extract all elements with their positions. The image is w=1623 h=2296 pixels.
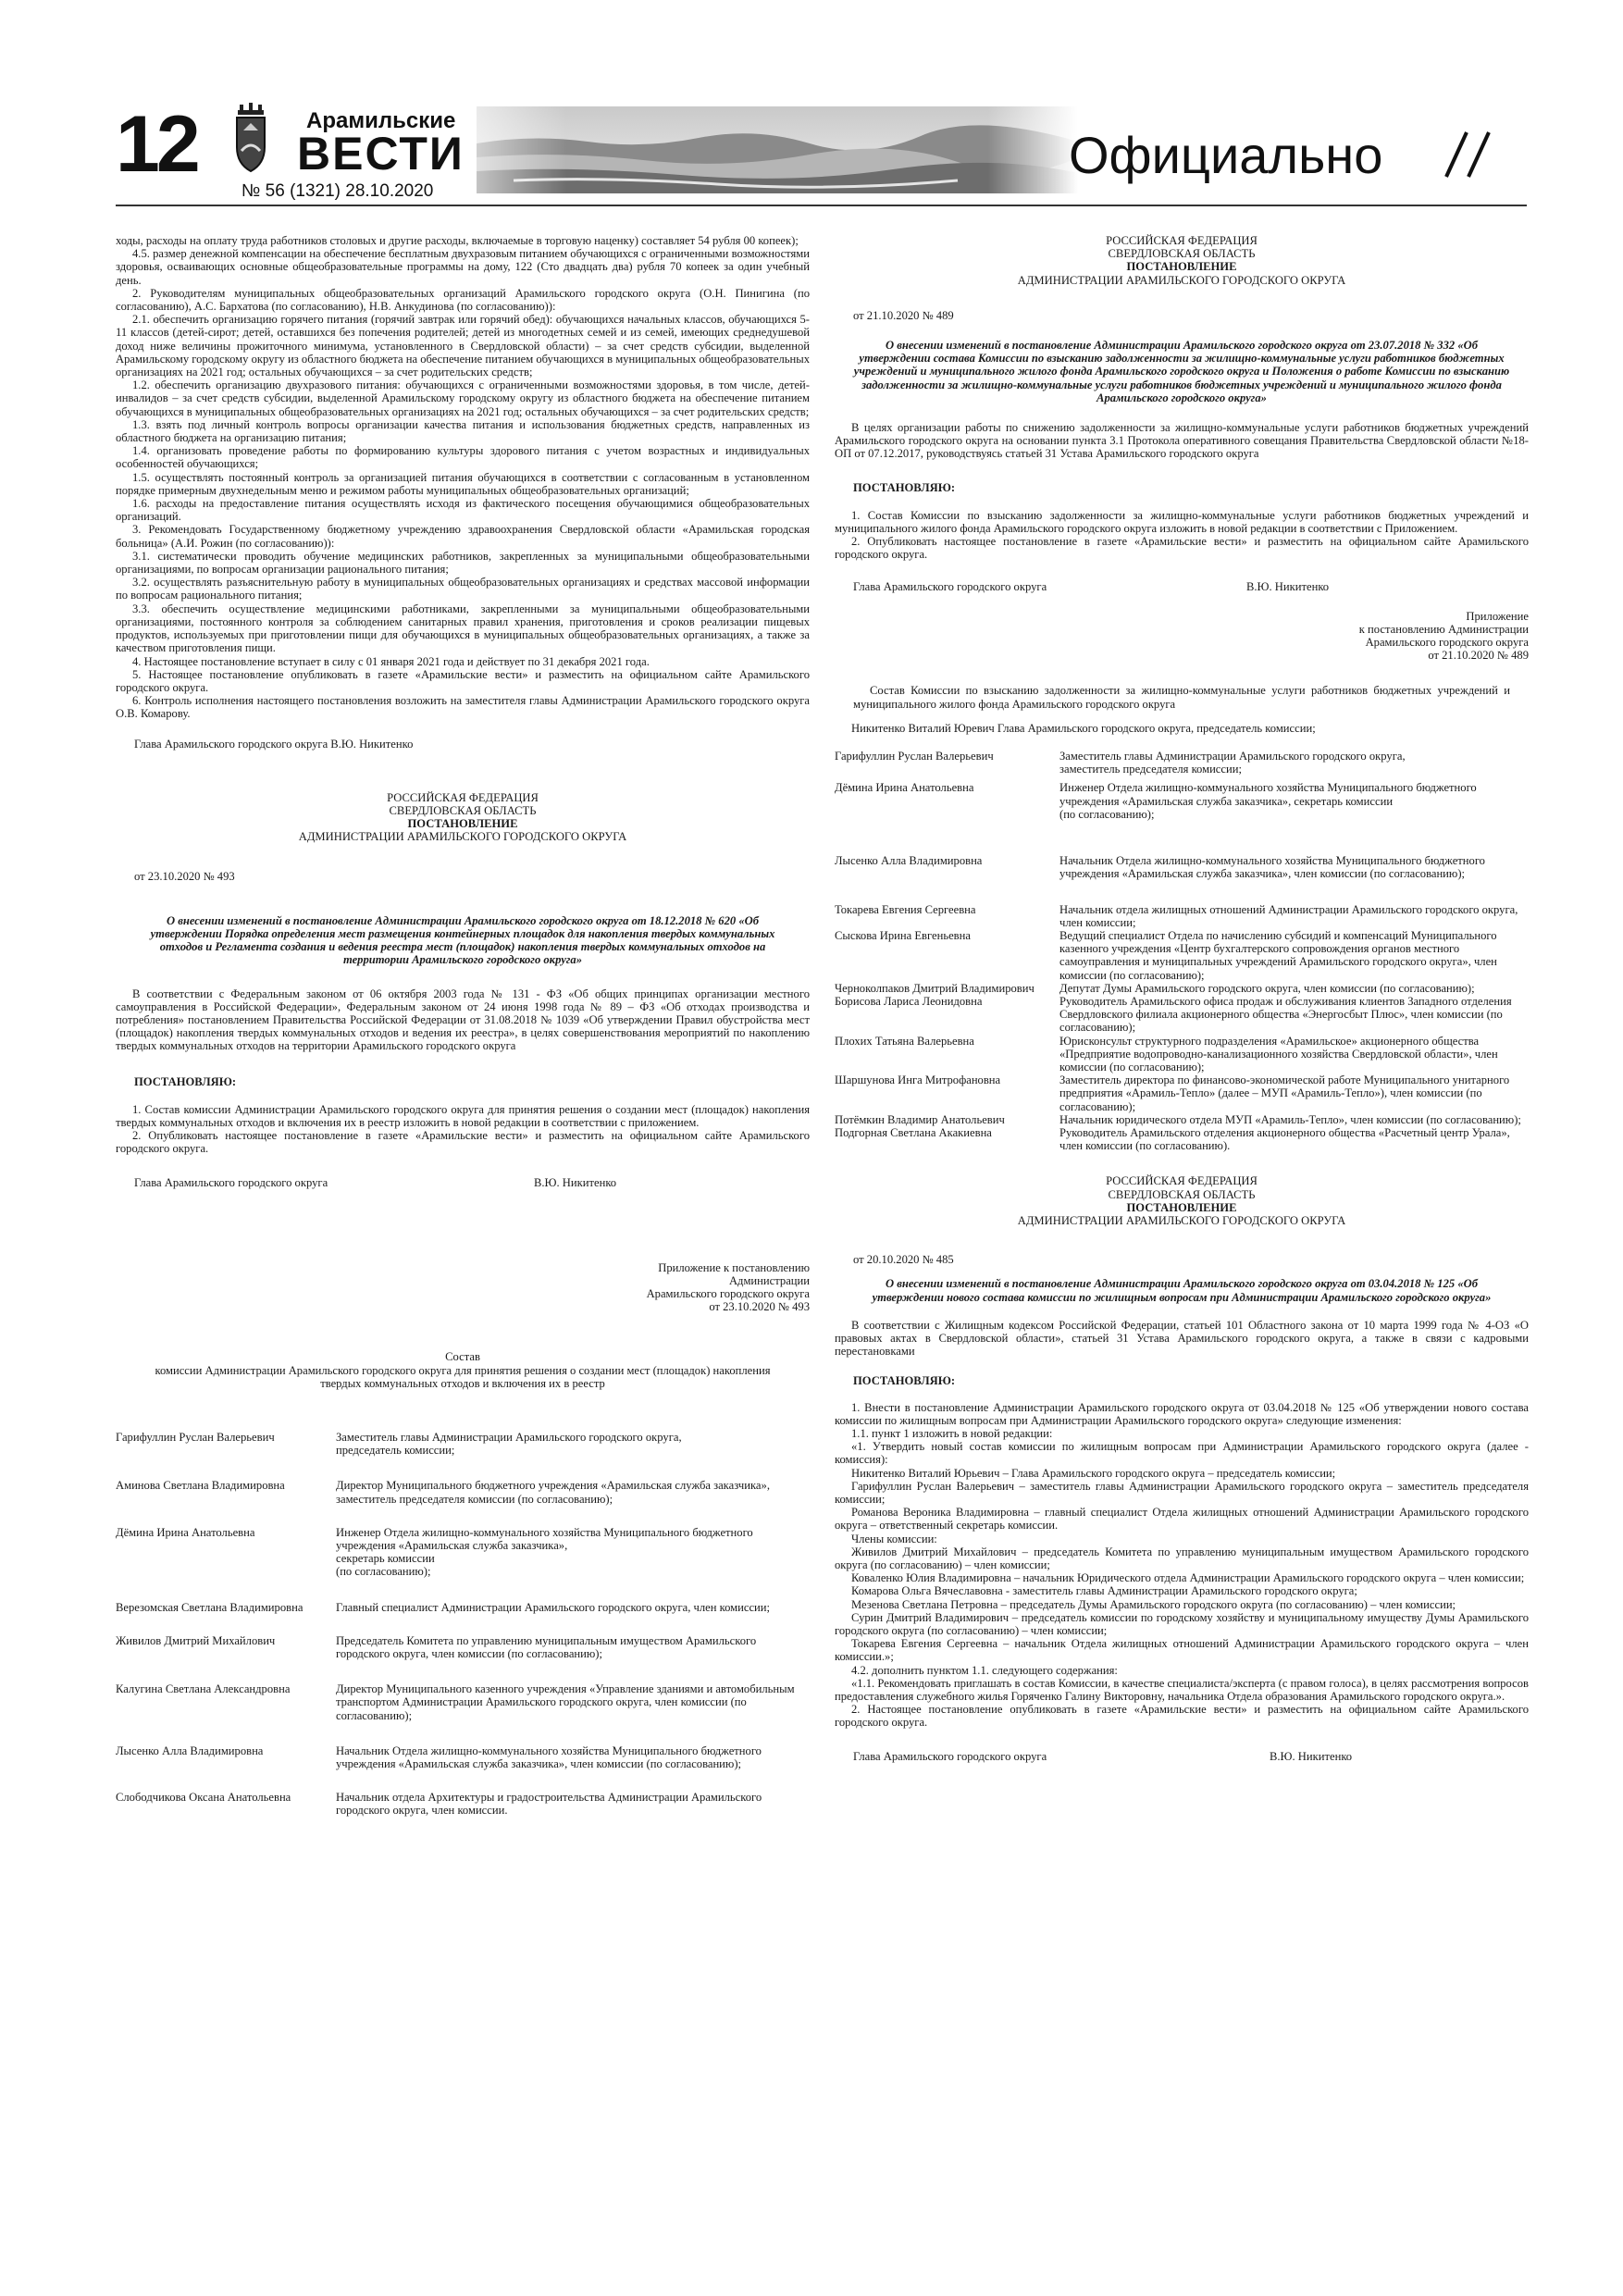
- double-slash-icon: [1441, 129, 1496, 180]
- paragraph: Гарифуллин Руслан Валерьевич – заместитель главы Администрации Арамильского городского округа – заместитель председателя комиссии;: [835, 1479, 1529, 1507]
- member-name: Токарева Евгения Сергеевна: [835, 902, 976, 916]
- decree-word: ПОСТАНОВЛЯЮ:: [853, 1374, 956, 1388]
- member-row: [116, 1601, 810, 1614]
- paragraph: Сурин Дмитрий Владимирович – председатель комиссии по городскому хозяйству и муниципальному имуществу Думы Арамильского городского округа (по согласованию) – член комиссии;: [835, 1610, 1529, 1638]
- member-role: Инженер Отдела жилищно-коммунального хозяйства Муниципального бюджетного учреждения «Арамильская служба заказчика», секретарь комиссии (по согласованию);: [336, 1525, 753, 1579]
- member-role: Начальник отдела жилищных отношений Администрации Арамильского городского округа, член комиссии;: [1059, 902, 1518, 929]
- paragraph: «1. Утвердить новый состав комиссии по жилищным вопросам при Администрации Арамильского городского округа (далее - комиссия):: [835, 1440, 1529, 1467]
- paragraph: 1. Состав комиссии Администрации Арамильского городского округа для принятия решения о создании мест (площадок) накопления твердых коммунальных отходов и включения их в реестр изложить в новой редакции в соответствии с приложением.: [116, 1102, 810, 1129]
- right-column: [835, 234, 1529, 1763]
- logo-small: Арамильские: [306, 108, 456, 133]
- member-row: [835, 750, 1529, 776]
- heading-line: СВЕРДЛОВСКАЯ ОБЛАСТЬ: [1108, 247, 1256, 261]
- heading-line: РОССИЙСКАЯ ФЕДЕРАЦИЯ: [1106, 1174, 1258, 1188]
- document-title: О внесении изменений в постановление Администрации Арамильского городского округа от 03.04.2018 № 125 «Об утверждении нового состава комиссии по жилищным вопросам при Администрации Арамильского городского округа»: [872, 1277, 1492, 1304]
- member-role: Заместитель директора по финансово-экономической работе Муниципального унитарного предприятия «Арамиль-Тепло» (далее – МУП «Арамиль-Тепло»), член комиссии (по согласованию);: [1059, 1074, 1510, 1113]
- paragraph: 2. Настоящее постановление опубликовать в газете «Арамильские вести» и разместить на официальном сайте Арамильского городского округа.: [835, 1703, 1529, 1730]
- decree-word: ПОСТАНОВЛЯЮ:: [134, 1074, 237, 1088]
- member-role: Начальник юридического отдела МУП «Арамиль-Тепло», член комиссии (по согласованию);: [1059, 1112, 1521, 1126]
- paragraph: 2. Опубликовать настоящее постановление в газете «Арамильские вести» и разместить на официальном сайте Арамильского городского округа.: [116, 1129, 810, 1156]
- signature: [835, 580, 1529, 593]
- header-rule: [116, 205, 1527, 206]
- paragraph: Коваленко Юлия Владимировна – начальник Юридического отдела Администрации Арамильского городского округа – член комиссии;: [851, 1571, 1525, 1585]
- signature-title: Глава Арамильского городского округа: [134, 1175, 328, 1189]
- member-row: [835, 982, 1529, 995]
- member-row: [835, 995, 1529, 1035]
- section-title: Официально: [1069, 126, 1383, 184]
- member-name: Борисова Лариса Леонидовна: [835, 994, 983, 1008]
- logo-big: ВЕСТИ: [297, 128, 465, 180]
- member-row: [835, 781, 1529, 821]
- paragraph: 1. Состав Комиссии по взысканию задолженности за жилищно-коммунальные услуги работников бюджетных учреждений и муниципального жилого фонда Арамильского городского округа изложить в новой редакции в соответствии с Приложением.: [835, 508, 1529, 536]
- paragraph: 1.5. осуществлять постоянный контроль за организацией питания обучающихся в соответствии с согласованным в установленном порядке примерным двухнедельным меню и режимом работы муниципальных общеобразовательных организаций;: [116, 470, 810, 497]
- member-row: [116, 1479, 810, 1505]
- paragraph: 6. Контроль исполнения настоящего постановления возложить на заместителя главы Администрации Арамильского городского округа О.В. Комарову.: [116, 694, 810, 721]
- heading-line: СВЕРДЛОВСКАЯ ОБЛАСТЬ: [389, 803, 537, 817]
- heading-line: РОССИЙСКАЯ ФЕДЕРАЦИЯ: [387, 790, 539, 804]
- members-table: [835, 750, 1529, 1152]
- member-name: Аминова Светлана Владимировна: [116, 1479, 285, 1493]
- member-name: Дёмина Ирина Анатольевна: [835, 781, 974, 795]
- member-name: Подгорная Светлана Акакиевна: [835, 1125, 992, 1139]
- paragraph: «1.1. Рекомендовать приглашать в состав Комиссии, в качестве специалиста/эксперта (с правом голоса), в целях рассмотрения вопросов предоставления служебного жилья Горяченко Галину Викторовну, начальника Отдела образования Арамильского городского округа.».: [835, 1676, 1529, 1704]
- paragraph: ходы, расходы на оплату труда работников столовых и другие расходы, включаемые в торговую наценку) составляет 54 рубля 00 копеек);: [116, 234, 799, 247]
- amendments: [835, 1401, 1529, 1730]
- decree-word: ПОСТАНОВЛЯЮ:: [853, 480, 956, 494]
- member-name: Гарифуллин Руслан Валерьевич: [835, 750, 994, 763]
- paragraph: 2. Руководителям муниципальных общеобразовательных организаций Арамильского городского округа (О.Н. Пинигина (по согласованию), А.С. Бархатова (по согласованию), Н.В. Анкудинова (по согласованию)):: [116, 286, 810, 314]
- paragraph: 3.2. осуществлять разъяснительную работу в муниципальных общеобразовательных организациях и средствах массовой информации по вопросам рационального питания;: [116, 576, 810, 602]
- members-table: [116, 1431, 810, 1818]
- paragraph: 3.3. обеспечить осуществление медицинскими работниками, закрепленными за муниципальными общеобразовательными организациями, постоянного контроля за соблюдением санитарных правил хранения, приготовления и сроков реализации пищевых продуктов, используемых при приготовлении пищи для обучающихся в муниципальных общеобразовательных организациях, а также за качеством приготовления пищи.: [116, 602, 810, 655]
- preamble: В соответствии с Федеральным законом от 06 октября 2003 года № 131 - ФЗ «Об общих принципах организации местного самоуправления в Российской Федерации», Федеральным законом от 24 июня 1998 года № 89 – ФЗ «Об отходах производства и потребления» постановлением Правительства Российской Федерации от 31.08.2018 № 1039 «Об утверждении Правил обустройства мест (площадок) накопления твердых коммунальных отходов и ведения их реестра», в целях совершенствования мероприятий по накоплению твердых коммунальных отходов на территории Арамильского городского округа: [116, 987, 810, 1053]
- heading-line: АДМИНИСТРАЦИИ АРАМИЛЬСКОГО ГОРОДСКОГО ОКРУГА: [298, 830, 627, 844]
- member-name: Сыскова Ирина Евгеньевна: [835, 928, 971, 942]
- member-role: Директор Муниципального бюджетного учреждения «Арамильская служба заказчика», заместитель председателя комиссии (по согласованию);: [336, 1479, 770, 1506]
- appendix-note: [835, 610, 1529, 663]
- signature: [116, 1176, 810, 1189]
- paragraph: 4. Настоящее постановление вступает в силу с 01 января 2021 года и действует по 31 декабря 2021 года.: [132, 654, 650, 668]
- member-name: Слободчикова Оксана Анатольевна: [116, 1791, 291, 1805]
- appendix-line: от 21.10.2020 № 489: [1428, 649, 1529, 663]
- paragraph: 1.3. взять под личный контроль вопросы организации качества питания и использования бюджетных средств, направленных из областного бюджета на организацию питания;: [116, 417, 810, 445]
- signature-title: Глава Арамильского городского округа: [853, 1749, 1047, 1763]
- member-role: Начальник отдела Архитектуры и градостроительства Администрации Арамильского городского округа, член комиссии.: [336, 1791, 762, 1818]
- appendix-line: Арамильского городского округа: [646, 1286, 810, 1300]
- paragraph: Комарова Ольга Вячеславовна - заместитель главы Администрации Арамильского городского округа;: [851, 1584, 1357, 1598]
- signature: Глава Арамильского городского округа В.Ю. Никитенко: [134, 737, 414, 751]
- document-date: от 23.10.2020 № 493: [134, 869, 235, 883]
- newspaper-logo: [297, 108, 465, 180]
- member-role: Директор Муниципального казенного учреждения «Управление зданиями и автомобильным транспортом Администрации Арамильского городского округа, член комиссии (по согласованию);: [336, 1682, 795, 1722]
- signature-name: В.Ю. Никитенко: [1270, 1749, 1353, 1763]
- member-row: [835, 1113, 1529, 1126]
- member-row: [116, 1634, 810, 1660]
- paragraph: 1.1. пункт 1 изложить в новой редакции:: [851, 1427, 1053, 1440]
- member-row: [835, 1035, 1529, 1074]
- member-name: Шаршунова Инга Митрофановна: [835, 1074, 1001, 1087]
- document-heading: [835, 1174, 1529, 1227]
- heading-line: СВЕРДЛОВСКАЯ ОБЛАСТЬ: [1108, 1187, 1256, 1201]
- member-row: [835, 854, 1529, 880]
- composition-heading: Состав: [445, 1350, 480, 1364]
- member-role: Председатель Комитета по управлению муниципальным имуществом Арамильского городского округа, член комиссии (по согласованию);: [336, 1633, 757, 1661]
- paragraph: 5. Настоящее постановление опубликовать в газете «Арамильские вести» и разместить на официальном сайте Арамильского городского округа.: [116, 667, 810, 694]
- member-row: [835, 1126, 1529, 1152]
- preamble: В соответствии с Жилищным кодексом Российской Федерации, статьей 101 Областного закона от 10 марта 1999 года № 4-ОЗ «О правовых актах в Свердловской области», статьей 31 Устава Арамильского городского округа, а также в связи с кадровыми перестановками: [835, 1318, 1529, 1359]
- heading-line: РОССИЙСКАЯ ФЕДЕРАЦИЯ: [1106, 234, 1258, 247]
- heading-line: ПОСТАНОВЛЕНИЕ: [1126, 1200, 1237, 1214]
- paragraph: 3. Рекомендовать Государственному бюджетному учреждению здравоохранения Свердловской области «Арамильская городская больница» (А.И. Рожин (по согласованию)):: [116, 523, 810, 550]
- appendix-note: [116, 1261, 810, 1314]
- appendix-line: к постановлению Администрации: [1358, 622, 1529, 636]
- document-date: от 21.10.2020 № 489: [853, 308, 954, 322]
- coat-of-arms-icon: [234, 103, 267, 173]
- member-role: Начальник Отдела жилищно-коммунального хозяйства Муниципального бюджетного учреждения «Арамильская служба заказчика», член комиссии (по согласованию);: [336, 1744, 762, 1771]
- paragraph: 1.6. расходы на предоставление питания осуществлять исходя из фактического посещения обучающимися общеобразовательных организаций.: [116, 497, 810, 524]
- appendix-line: Арамильского городского округа: [1365, 636, 1529, 650]
- document-title: О внесении изменений в постановление Администрации Арамильского городского округа от 18.12.2018 № 620 «Об утверждении Порядка определения мест размещения контейнерных площадок для накопления твердых коммунальных отходов и Регламента создания и ведения реестра мест (площадок) накопления твердых коммунальных отходов на территории Арамильского городского округа»: [150, 913, 775, 967]
- member-row: [116, 1431, 810, 1457]
- appendix-line: Приложение к постановлению: [658, 1260, 810, 1274]
- preamble: В целях организации работы по снижению задолженности за жилищно-коммунальные услуги работников бюджетных учреждений Арамильского городского округа на основании пункта 3.1 Протокола оперативного совещания Правительства Свердловской области №18-ОП от 07.12.2017, руководствуясь статьей 31 Устава Арамильского городского округа: [835, 421, 1529, 461]
- composition-title: Состав Комиссии по взысканию задолженности за жилищно-коммунальные услуги работников бюджетных учреждений и муниципального жилого фонда Арамильского городского округа: [853, 684, 1510, 711]
- paragraph: 4.5. размер денежной компенсации на обеспечение бесплатным двухразовым питанием обучающихся с ограниченными возможностями здоровья, осваивающих основные общеобразовательные программы на дому, 122 (Сто двадцать два) рубля 70 копеек за один учебный день.: [116, 247, 810, 287]
- member-name: Плохих Татьяна Валерьевна: [835, 1034, 974, 1048]
- member-role: Начальник Отдела жилищно-коммунального хозяйства Муниципального бюджетного учреждения «Арамильская служба заказчика», член комиссии (по согласованию);: [1059, 854, 1485, 881]
- masthead: [116, 97, 1527, 206]
- member-row: [116, 1791, 810, 1817]
- member-name: Черноколпаков Дмитрий Владимирович: [835, 981, 1035, 995]
- paragraph: 1.4. организовать проведение работы по формированию культуры здорового питания с учетом возрастных и индивидуальных особенностей обучающихся;: [116, 444, 810, 471]
- member-role: Заместитель главы Администрации Арамильского городского округа, председатель комиссии;: [336, 1431, 682, 1458]
- member-name: Живилов Дмитрий Михайлович: [116, 1633, 276, 1647]
- heading-line: АДМИНИСТРАЦИИ АРАМИЛЬСКОГО ГОРОДСКОГО ОКРУГА: [1017, 1213, 1346, 1227]
- document-heading: [835, 234, 1529, 287]
- landscape-photo: [477, 106, 1078, 193]
- paragraph: Романова Вероника Владимировна – главный специалист Отдела жилищных отношений Администрации Арамильского городского округа – ответственный секретарь комиссии.: [835, 1506, 1529, 1533]
- member-row: [116, 1744, 810, 1770]
- paragraph: Мезенова Светлана Петровна – председатель Думы Арамильского городского округа (по согласованию) – член комиссии;: [851, 1597, 1456, 1611]
- paragraph: 2. Опубликовать настоящее постановление в газете «Арамильские вести» и разместить на официальном сайте Арамильского городского округа.: [835, 535, 1529, 562]
- signature: [835, 1750, 1529, 1763]
- heading-line: АДМИНИСТРАЦИИ АРАМИЛЬСКОГО ГОРОДСКОГО ОКРУГА: [1017, 273, 1346, 287]
- page-number: 12: [116, 100, 197, 189]
- appendix-line: Администрации: [728, 1273, 810, 1287]
- member-role: Инженер Отдела жилищно-коммунального хозяйства Муниципального бюджетного учреждения «Арамильская служба заказчика», секретарь комиссии (по согласованию);: [1059, 781, 1477, 821]
- heading-line: ПОСТАНОВЛЕНИЕ: [1126, 260, 1237, 274]
- document-heading: [116, 791, 810, 844]
- member-name: Лысенко Алла Владимировна: [116, 1744, 264, 1757]
- paragraph: Живилов Дмитрий Михайлович – председатель Комитета по управлению муниципальным имуществом Арамильского городского округа (по согласованию) – член комиссии;: [835, 1545, 1529, 1572]
- paragraph: 1.2. обеспечить организацию двухразового питания: обучающихся с ограниченными возможностями здоровья, в том числе, детей-инвалидов – за счет средств субсидии, выделенной Арамильскому городскому округу из областного бюджета на обеспечение питанием обучающихся в муниципальных общеобразовательных организациях на 2021 год; остальных обучающихся – за счет родительских средств;: [116, 379, 810, 418]
- member-name: Лысенко Алла Владимировна: [835, 854, 983, 868]
- heading-line: ПОСТАНОВЛЕНИЕ: [407, 817, 518, 831]
- paragraph: Члены комиссии:: [851, 1532, 937, 1545]
- left-column: [116, 234, 810, 1818]
- document-date: от 20.10.2020 № 485: [853, 1253, 954, 1267]
- member-row: [835, 929, 1529, 982]
- paragraph: 4.2. дополнить пунктом 1.1. следующего содержания:: [851, 1663, 1118, 1677]
- paragraph: 2.1. обеспечить организацию горячего питания (горячий завтрак или горячий обед): обучающихся начальных классов, обучающихся 5-11 классов (детей-сирот; детей, оставшихся без попечения родителей; детей из многодетных семей и из семей, имеющих среднедушевой доход ниже величины прожиточного минимума, установленного в Свердловской области) – за счет средств субсидии, выделенной Арамильскому городскому округу из областного бюджета на обеспечение питанием обучающихся в муниципальных общеобразовательных организациях на 2021 год; остальных обучающихся – за счет родительских средств;: [116, 313, 810, 379]
- member-role: Заместитель главы Администрации Арамильского городского округа, заместитель председателя комиссии;: [1059, 750, 1406, 776]
- member-role: Депутат Думы Арамильского городского округа, член комиссии (по согласованию);: [1059, 981, 1475, 995]
- member-name: Дёмина Ирина Анатольевна: [116, 1525, 255, 1539]
- paragraph: 3.1. систематически проводить обучение медицинских работников, закрепленных за муниципальными общеобразовательными организациями, по вопросам организации рационального питания;: [116, 549, 810, 577]
- member-role: Главный специалист Администрации Арамильского городского округа, член комиссии;: [336, 1600, 771, 1614]
- member-row: [116, 1682, 810, 1722]
- member-role: Руководитель Арамильского офиса продаж и обслуживания клиентов Западного отделения Свердловского филиала акционерного общества «Энергосбыт Плюс», член комиссии (по согласованию);: [1059, 994, 1512, 1035]
- member-row: [116, 1526, 810, 1579]
- member-role: Руководитель Арамильского отделения акционерного общества «Расчетный центр Урала», член комиссии (по согласованию).: [1059, 1125, 1510, 1153]
- paragraph: 1. Внести в постановление Администрации Арамильского городского округа от 03.04.2018 № 125 «Об утверждении нового состава комиссии по жилищным вопросам при Администрации Арамильского городского округа» следующие изменения:: [835, 1400, 1529, 1427]
- composition-subtitle: комиссии Администрации Арамильского городского округа для принятия решения о создании мест (площадок) накопления твердых коммунальных отходов и включения их в реестр: [155, 1363, 771, 1390]
- paragraph: Никитенко Виталий Юрьевич – Глава Арамильского городского округа – председатель комиссии;: [851, 1466, 1336, 1480]
- signature-name: В.Ю. Никитенко: [1246, 579, 1330, 593]
- chair-line: Никитенко Виталий Юревич Глава Арамильского городского округа, председатель комиссии;: [851, 721, 1316, 735]
- document-title: О внесении изменений в постановление Администрации Арамильского городского округа от 23.07.2018 № 332 «Об утверждении состава Комиссии по взысканию задолженности за жилищно-коммунальные услуги работников бюджетных учреждений и муниципального жилого фонда Арамильского городского округа и Положения о работе Комиссии по взысканию задолженности за жилищно-коммунальные услуги работников бюджетных учреждений и муниципального жилого фонда Арамильского городского округа»: [853, 339, 1510, 404]
- signature-title: Глава Арамильского городского округа: [853, 579, 1047, 593]
- member-row: [835, 903, 1529, 929]
- issue-info: № 56 (1321) 28.10.2020: [242, 181, 434, 201]
- appendix-line: Приложение: [1466, 609, 1529, 623]
- member-name: Калугина Светлана Александровна: [116, 1682, 291, 1696]
- member-row: [835, 1074, 1529, 1113]
- continued-decree: [116, 234, 810, 721]
- appendix-line: от 23.10.2020 № 493: [709, 1300, 810, 1314]
- signature-name: В.Ю. Никитенко: [534, 1175, 617, 1189]
- composition-title: [116, 1350, 810, 1390]
- member-name: Гарифуллин Руслан Валерьевич: [116, 1431, 275, 1444]
- member-role: Юрисконсульт структурного подразделения «Арамильское» акционерного общества «Предприятие водопроводно-канализационного хозяйства Свердловской области», член комиссии (по согласованию);: [1059, 1034, 1498, 1074]
- member-name: Потёмкин Владимир Анатольевич: [835, 1112, 1005, 1126]
- member-role: Ведущий специалист Отдела по начислению субсидий и компенсаций Муниципального казенного учреждения «Центр бухгалтерского сопровождения органов местного самоуправления и муниципальных учреждений Арамильского городского округа», член комиссии (по согласованию);: [1059, 928, 1497, 982]
- paragraph: Токарева Евгения Сергеевна – начальник Отдела жилищных отношений Администрации Арамильского городского округа – член комиссии.»;: [835, 1637, 1529, 1664]
- member-name: Верезомская Светлана Владимировна: [116, 1600, 304, 1614]
